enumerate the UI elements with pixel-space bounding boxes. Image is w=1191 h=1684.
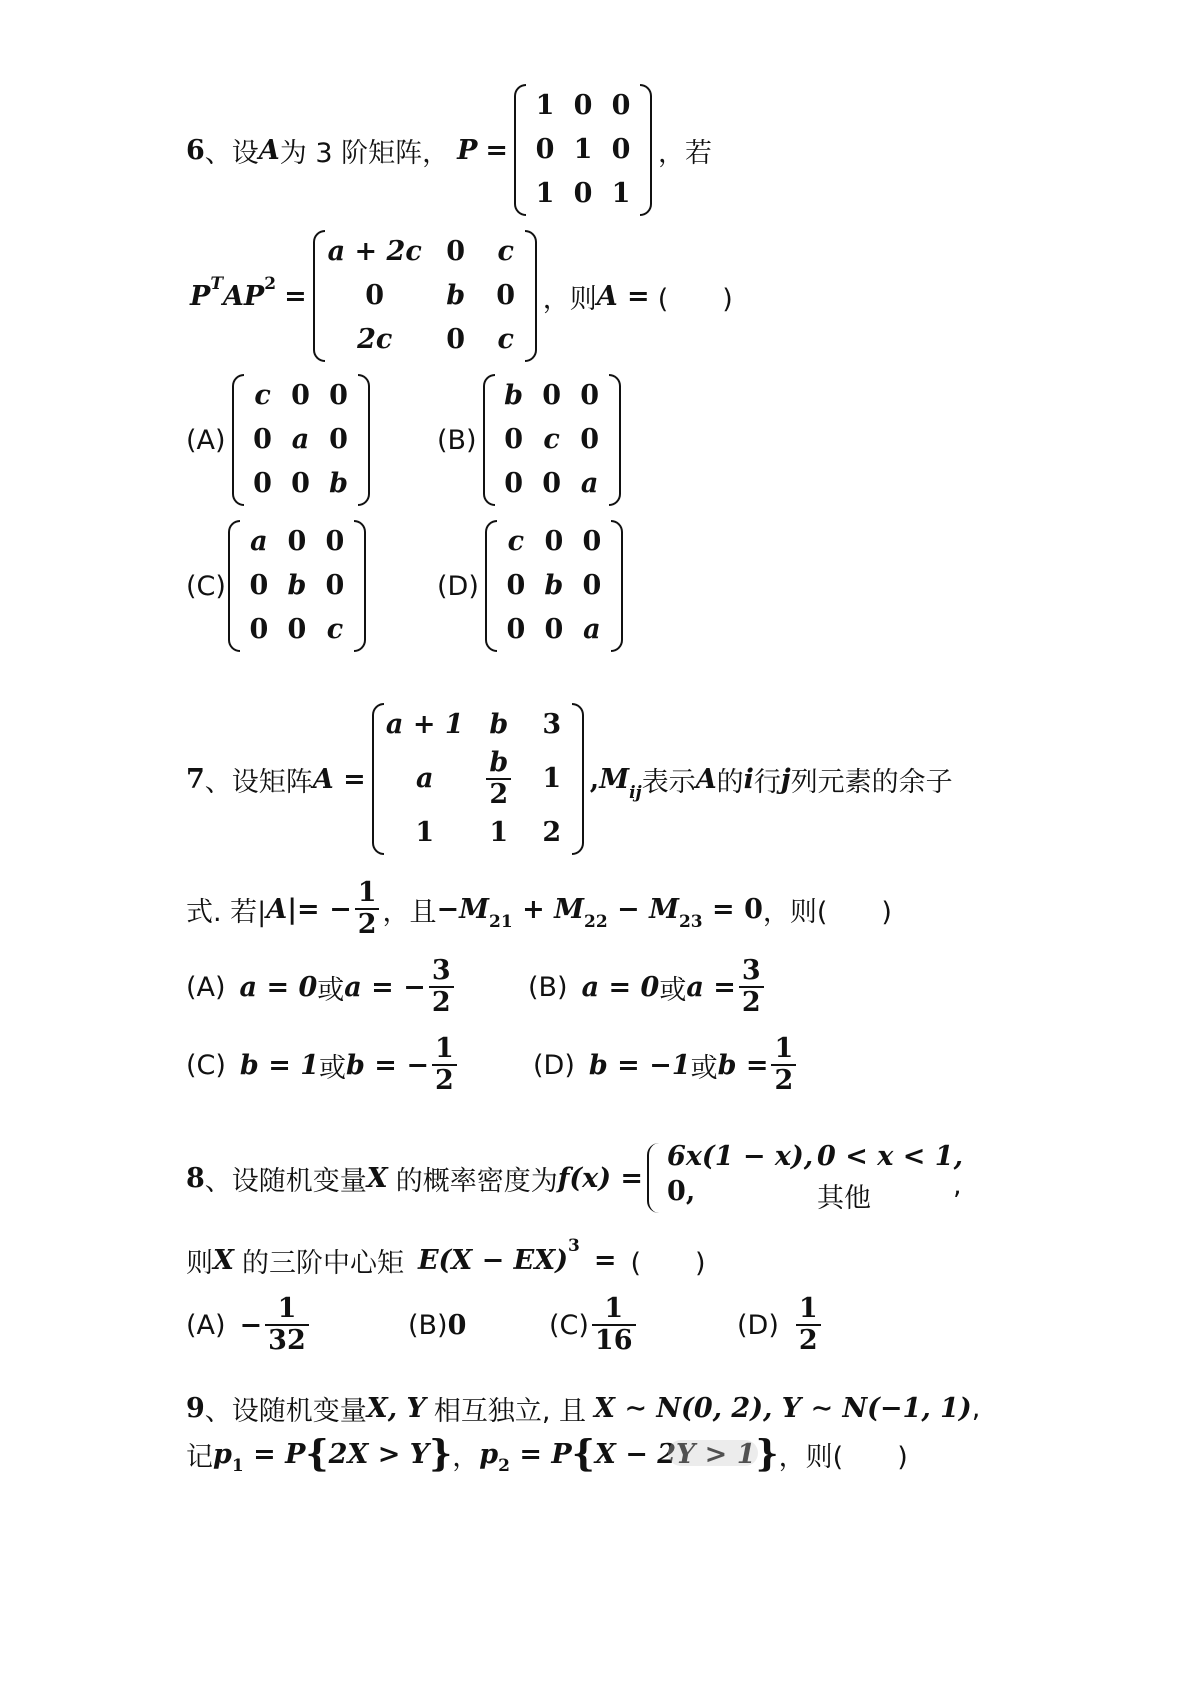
q6-text-3: ，则 — [542, 283, 597, 315]
q7-option-c-label: (C) — [186, 1049, 226, 1081]
matrix-cell: 1 — [611, 178, 631, 209]
q8-cond-1: 0 < x < 1, — [817, 1141, 963, 1172]
q9-left-brace-1-icon: { — [305, 1433, 329, 1475]
matrix-cell: 0 — [506, 570, 526, 601]
q7-text-6: 式. 若| — [186, 896, 267, 928]
q6-lhs-a: A — [222, 280, 244, 312]
q8-moment-expr: E(X − EX) — [417, 1244, 568, 1276]
q8-case-2: 0, — [667, 1176, 696, 1207]
q7-var-a: A = — [312, 763, 366, 795]
q6-lead: 、设 — [204, 137, 259, 169]
q7-text-4: 行 — [753, 766, 781, 798]
matrix-cell: c — [497, 324, 514, 355]
q7-option-c-text2: b = − — [346, 1049, 429, 1081]
fraction-numerator: 3 — [741, 955, 761, 986]
q9-p2: p — [479, 1438, 499, 1470]
matrix-cell: 0 — [582, 526, 602, 557]
q6-text-1: 为 3 阶矩阵， — [279, 137, 450, 169]
q9-right-brace-2-icon: } — [755, 1433, 779, 1475]
matrix-cell: a + 1 — [385, 709, 464, 740]
q8-lead: 、设随机变量 — [204, 1165, 367, 1197]
q8-option-c-label: (C) — [549, 1309, 589, 1341]
matrix-cell: 0 — [253, 424, 272, 455]
fraction-numerator: 1 — [798, 1293, 818, 1324]
matrix-cell: 0 — [249, 614, 269, 645]
q9-comma: , — [971, 1392, 981, 1424]
q7-option-d — [533, 1030, 799, 1100]
q7-option-a-label: (A) — [186, 971, 226, 1003]
q8-option-d-label: (D) — [737, 1309, 779, 1341]
q7-var-a3: A — [266, 893, 288, 925]
q8-option-d-fraction — [796, 1294, 821, 1356]
q7-expr-eq0: = 0 — [702, 893, 763, 925]
matrix-cell: 0 — [535, 134, 555, 165]
matrix-cell: 1 — [573, 134, 593, 165]
matrix-cell: c — [254, 380, 271, 411]
q7-expr-m22: + M — [512, 893, 584, 925]
q8-number: 8 — [186, 1162, 205, 1194]
q6-lhs-p: P — [190, 280, 211, 312]
matrix-cell: 0 — [544, 614, 564, 645]
fraction-denominator: 32 — [265, 1324, 309, 1356]
matrix-cell: 0 — [611, 134, 631, 165]
fraction-denominator: 2 — [739, 986, 764, 1018]
q7-option-a-text2: a = − — [344, 971, 426, 1003]
q7-minor-m: M — [599, 763, 630, 795]
fraction-numerator: 3 — [431, 955, 451, 986]
q7-matrix — [372, 703, 584, 855]
q6-p-matrix-grid — [526, 84, 640, 216]
q6-lhs-p2: P — [243, 280, 265, 312]
fraction-denominator: 2 — [429, 986, 454, 1018]
fraction-numerator: 1 — [774, 1033, 794, 1064]
q8-option-b — [408, 1290, 466, 1360]
matrix-cell: c — [507, 526, 525, 557]
q7-option-d-or: 或 — [690, 1052, 718, 1084]
q7-sub-21: 21 — [489, 912, 513, 932]
q9-line1 — [186, 1386, 980, 1430]
q6-line1 — [186, 82, 712, 218]
q9-lead: 、设随机变量 — [204, 1395, 367, 1427]
q9-text-2: 记 — [186, 1441, 213, 1473]
q7-option-c-text: b = 1 — [239, 1049, 320, 1081]
matrix-cell: 0 — [573, 178, 593, 209]
q6-option-d — [437, 518, 629, 654]
fraction-denominator: 2 — [432, 1064, 457, 1096]
matrix-cell: c — [497, 236, 514, 267]
q8-var-x: X — [366, 1162, 388, 1194]
matrix-cell: a — [583, 614, 601, 645]
matrix-cell: 1 — [415, 817, 435, 848]
matrix-fraction — [486, 748, 511, 810]
matrix-cell: 0 — [329, 424, 348, 455]
q8-option-b-value: 0 — [447, 1309, 467, 1341]
q7-option-d-label: (D) — [533, 1049, 575, 1081]
fraction-numerator: b — [489, 747, 509, 778]
matrix-cell: 0 — [446, 324, 466, 355]
q9-text-3: ，则 — [778, 1441, 833, 1473]
matrix-cell: b — [329, 468, 348, 499]
q7-expr-m23: − M — [607, 893, 679, 925]
q6-option-c — [186, 518, 372, 654]
q9-p1: p — [213, 1438, 232, 1470]
matrix-cell: 0 — [291, 380, 310, 411]
matrix-cell: b — [489, 709, 509, 740]
q7-text-5: 列元素的余子 — [790, 766, 953, 798]
q7-option-b-or: 或 — [659, 974, 687, 1006]
matrix-cell: 2c — [357, 324, 393, 355]
q6-option-d-matrix — [485, 520, 623, 652]
q7-expr-m21: −M — [436, 893, 489, 925]
q7-option-c-fraction — [432, 1034, 457, 1096]
q8-text-2: 则 — [186, 1247, 213, 1279]
q6-lhs-transpose: T — [210, 274, 223, 294]
q8-cond-2: 其他 — [817, 1183, 872, 1214]
q6-option-d-label: (D) — [437, 570, 479, 602]
matrix-cell: 0 — [287, 614, 307, 645]
q6-result-matrix-grid — [325, 230, 525, 362]
q7-option-c-or: 或 — [319, 1052, 347, 1084]
q7-option-a-or: 或 — [317, 974, 345, 1006]
q8-option-b-label: (B) — [408, 1309, 448, 1341]
q7-line1 — [186, 697, 953, 861]
q9-p1-eq: = P — [243, 1438, 306, 1470]
q9-p2-eq: = P — [509, 1438, 572, 1470]
q7-var-i: i — [743, 763, 754, 795]
matrix-cell: 0 — [506, 614, 526, 645]
q6-equals: = — [485, 134, 509, 166]
matrix-cell: 0 — [582, 570, 602, 601]
q7-sub-22: 22 — [583, 912, 608, 932]
matrix-cell: 0 — [544, 526, 564, 557]
matrix-cell: 0 — [496, 280, 516, 311]
q8-comma: , — [953, 1169, 962, 1201]
matrix-cell: 1 — [535, 90, 555, 121]
matrix-cell: 0 — [542, 380, 561, 411]
fraction-denominator: 2 — [796, 1324, 821, 1356]
q7-option-b-text2: a = — [686, 971, 736, 1003]
matrix-cell: 0 — [504, 424, 523, 455]
q8-answer-blank: ( ) — [630, 1247, 706, 1279]
q6-text-4: A = — [596, 280, 650, 312]
matrix-cell: 0 — [325, 526, 345, 557]
q8-line2 — [186, 1236, 706, 1284]
matrix-cell: 0 — [580, 424, 599, 455]
matrix-cell: 0 — [446, 236, 466, 267]
q6-option-b-label: (B) — [437, 424, 477, 456]
matrix-cell: a + 2c — [327, 236, 422, 267]
q6-option-a-label: (A) — [186, 424, 226, 456]
q6-text-2: ，若 — [658, 137, 713, 169]
q6-number: 6 — [186, 134, 205, 166]
q8-text-1: 的概率密度为 — [395, 1165, 558, 1197]
q6-var-a: A — [258, 134, 280, 166]
q7-option-d-fraction — [771, 1034, 796, 1096]
matrix-cell: 0 — [253, 468, 272, 499]
q7-det-fraction — [355, 878, 380, 940]
q8-var-x2: X — [213, 1244, 234, 1276]
matrix-cell: b — [504, 380, 524, 411]
matrix-cell: 0 — [611, 90, 631, 121]
q8-line1 — [186, 1130, 962, 1226]
q8-equals: = — [593, 1244, 617, 1276]
fraction-numerator: 1 — [277, 1293, 297, 1324]
q8-piecewise-cases — [667, 1141, 963, 1215]
q8-option-c-fraction — [592, 1294, 636, 1356]
matrix-cell: b — [446, 280, 466, 311]
q7-option-b-label: (B) — [528, 971, 568, 1003]
q8-option-c — [549, 1290, 639, 1360]
q7-option-b — [528, 952, 767, 1022]
q9-distribution: X ∼ N(0, 2), Y ∼ N(−1, 1) — [594, 1392, 972, 1424]
q7-var-a2: A — [695, 763, 717, 795]
q6-var-p: P — [457, 134, 478, 166]
fraction-denominator: 2 — [486, 778, 511, 810]
q8-option-a-label: (A) — [186, 1309, 226, 1341]
matrix-cell: a — [416, 763, 434, 794]
q9-event-1: 2X > Y — [328, 1438, 430, 1470]
q6-option-c-matrix — [228, 520, 366, 652]
q6-option-b — [437, 372, 627, 508]
matrix-cell: 1 — [535, 178, 555, 209]
matrix-cell: 1 — [542, 763, 562, 794]
q9-right-brace-1-icon: } — [429, 1433, 453, 1475]
q7-text-1: , — [589, 763, 600, 795]
q7-option-a-text: a = 0 — [239, 971, 318, 1003]
matrix-cell: a — [580, 468, 599, 499]
matrix-cell: a — [250, 526, 268, 557]
q9-vars: X, Y — [366, 1392, 426, 1424]
q9-event-2: X − 2Y > 1 — [594, 1438, 756, 1470]
q8-piecewise-brace — [647, 1143, 661, 1213]
q6-option-a-matrix — [232, 374, 370, 506]
matrix-cell: 0 — [580, 380, 599, 411]
q6-answer-blank: ( ) — [657, 283, 733, 315]
fraction-denominator: 2 — [355, 908, 380, 940]
watermark-overlay — [668, 1440, 758, 1466]
q7-sub-23: 23 — [678, 912, 703, 932]
matrix-cell-fraction — [483, 748, 514, 810]
q9-left-brace-2-icon: { — [571, 1433, 595, 1475]
q7-option-a-fraction — [429, 956, 454, 1018]
q8-moment-power: 3 — [567, 1236, 580, 1256]
matrix-cell: 1 — [489, 817, 509, 848]
matrix-cell: 0 — [329, 380, 348, 411]
q7-line2 — [186, 874, 892, 944]
q9-line2 — [186, 1428, 908, 1480]
q7-option-d-text2: b = — [717, 1049, 769, 1081]
q7-text-3: 的 — [716, 766, 744, 798]
q8-option-a-fraction — [265, 1294, 309, 1356]
q7-option-d-text: b = −1 — [588, 1049, 691, 1081]
q8-option-a — [186, 1290, 312, 1360]
q7-option-b-text: a = 0 — [581, 971, 660, 1003]
matrix-cell: 0 — [542, 468, 561, 499]
fraction-numerator: 1 — [604, 1293, 624, 1324]
q8-fx: f(x) = — [557, 1162, 644, 1194]
q9-sep: ， — [452, 1441, 480, 1473]
q7-lead: 、设矩阵 — [204, 766, 313, 798]
q8-option-a-sign: − — [239, 1309, 263, 1341]
q6-p-matrix — [514, 84, 652, 216]
matrix-cell: 0 — [504, 468, 523, 499]
q8-case-1: 6x(1 − x), — [667, 1141, 814, 1172]
fraction-denominator: 2 — [771, 1064, 796, 1096]
matrix-cell: 0 — [287, 526, 307, 557]
q6-line2 — [190, 228, 733, 364]
q9-number: 9 — [186, 1392, 205, 1424]
q7-minor-index: ij — [629, 783, 642, 803]
q7-answer-blank: ( ) — [816, 896, 892, 928]
q7-text-8: ，且 — [382, 896, 437, 928]
q7-option-b-fraction — [739, 956, 764, 1018]
q6-option-c-label: (C) — [186, 570, 226, 602]
matrix-cell: 0 — [249, 570, 269, 601]
q9-p2-sub: 2 — [498, 1456, 510, 1476]
q9-answer-blank: ( ) — [832, 1441, 908, 1473]
fraction-numerator: 1 — [434, 1033, 454, 1064]
q6-equals-2: = — [284, 280, 307, 312]
fraction-numerator: 1 — [357, 877, 377, 908]
q7-text-7: |= − — [287, 893, 352, 925]
matrix-cell: b — [544, 570, 564, 601]
q6-lhs-square: 2 — [264, 274, 277, 294]
matrix-cell: 0 — [291, 468, 310, 499]
matrix-cell: a — [291, 424, 310, 455]
q8-text-3: 的三阶中心矩 — [241, 1247, 404, 1279]
q9-p1-sub: 1 — [231, 1456, 244, 1476]
q6-option-b-matrix — [483, 374, 621, 506]
q7-option-a — [186, 952, 457, 1022]
matrix-cell: 3 — [542, 709, 562, 740]
q6-option-a — [186, 372, 376, 508]
matrix-cell: c — [543, 424, 560, 455]
q8-option-d — [737, 1290, 824, 1360]
q7-number: 7 — [186, 763, 205, 795]
matrix-cell: c — [326, 614, 344, 645]
q7-text-2: 表示 — [641, 766, 696, 798]
fraction-denominator: 16 — [592, 1324, 636, 1356]
q7-option-c — [186, 1030, 460, 1100]
matrix-cell: 0 — [573, 90, 593, 121]
q6-result-matrix — [313, 230, 537, 362]
matrix-cell: b — [287, 570, 307, 601]
matrix-cell: 2 — [542, 817, 562, 848]
matrix-cell: 0 — [365, 280, 385, 311]
q7-var-j: j — [780, 763, 791, 795]
matrix-cell: 0 — [325, 570, 345, 601]
q9-text-1: 相互独立, 且 — [433, 1395, 586, 1427]
q7-text-9: ，则 — [762, 896, 817, 928]
